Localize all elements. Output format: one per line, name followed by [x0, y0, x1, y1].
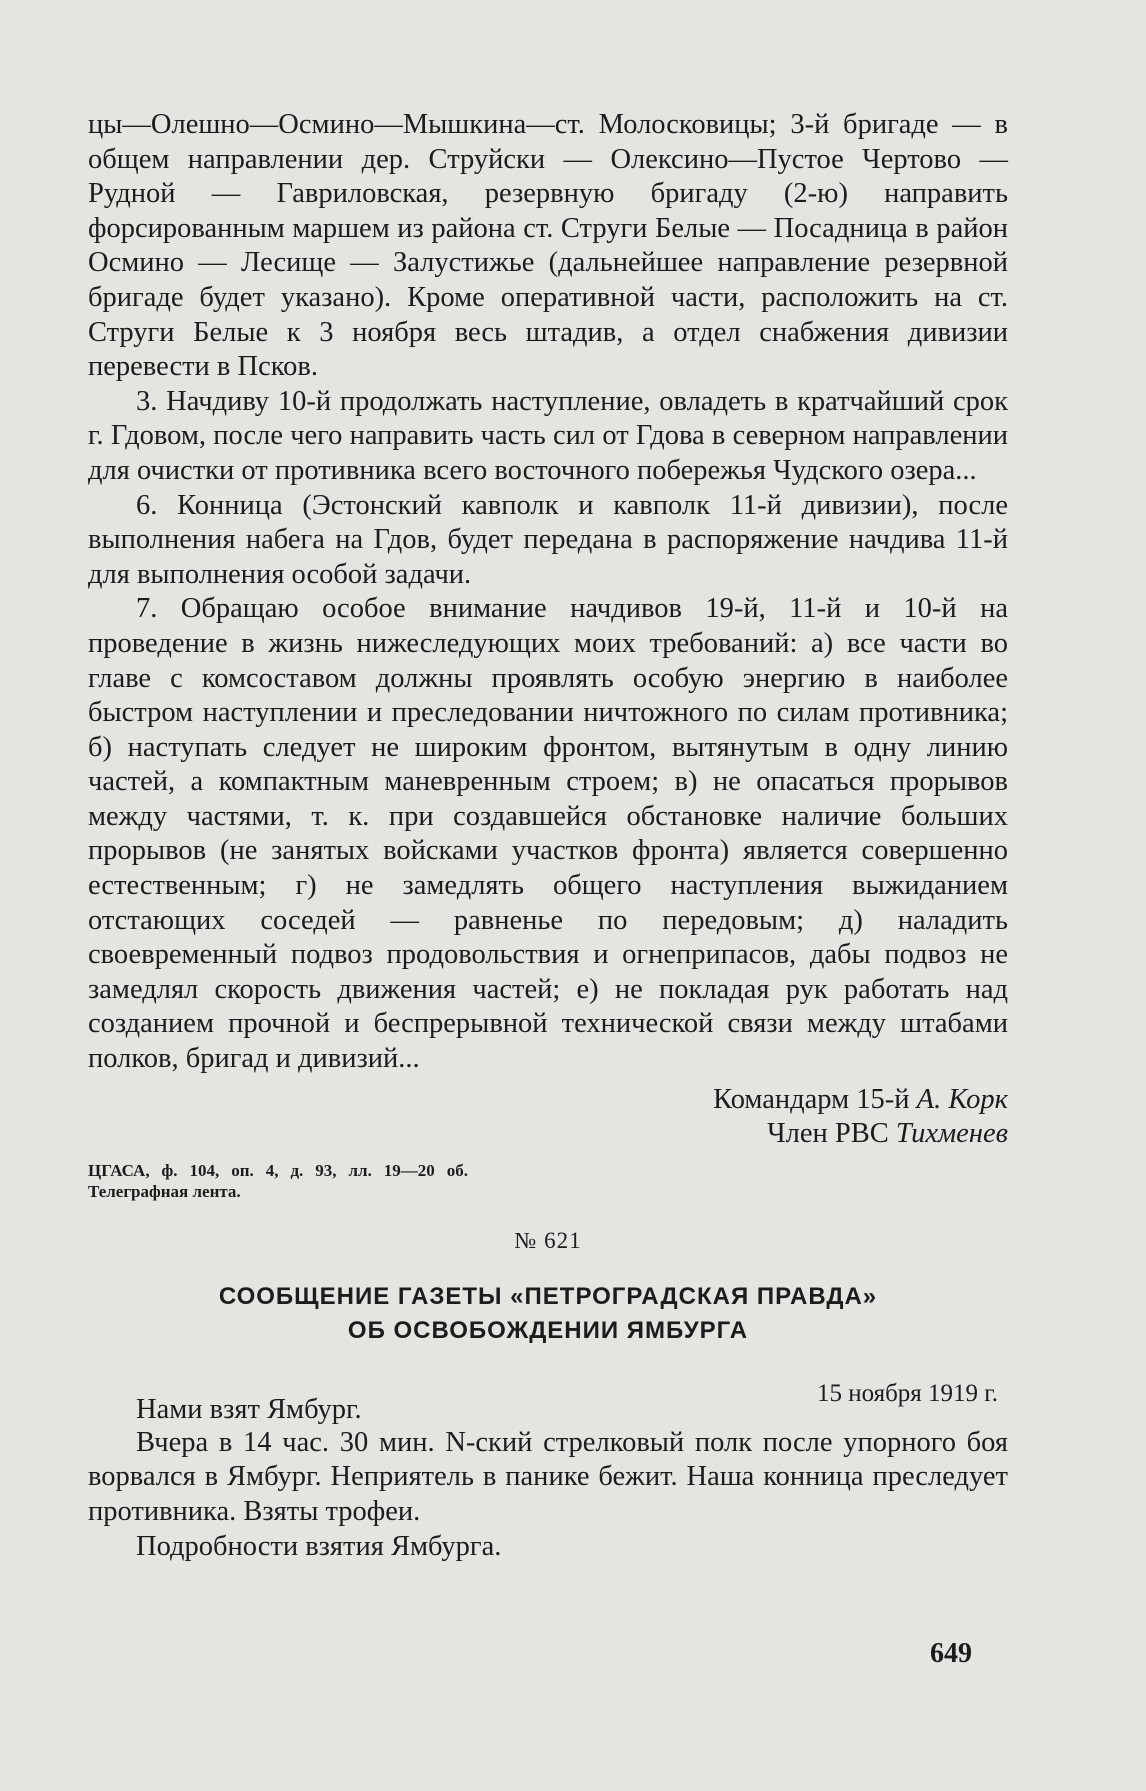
document-title	[88, 1280, 1008, 1348]
document-number: № 621	[514, 1227, 582, 1253]
lead-and-date-line	[88, 1379, 1008, 1425]
paragraph-item-6: 6. Конница (Эстонский кавполк и кавполк 11-й дивизии), после выполнения набега на Гдов, будет передана в распоряжение начдива 11-й для выполнения особой задачи.	[88, 489, 1008, 590]
signature-commander-name: А. Корк	[916, 1083, 1008, 1115]
document-date: 15 ноября 1919 г.	[816, 1379, 998, 1407]
page-number: 649	[930, 1638, 972, 1669]
signature-rvs-member	[88, 1117, 1008, 1152]
archive-reference: ЦГАСА, ф. 104, оп. 4, д. 93, лл. 19—20 об. Телеграфная лента.	[88, 1160, 468, 1201]
report-paragraph: Вчера в 14 час. 30 мин. N-ский стрелковый полк после упорного боя ворвался в Ямбург. Неприятель в панике бежит. Наша конница преследует противника. Взяты трофеи.	[88, 1426, 1008, 1527]
lead-sentence: Нами взят Ямбург.	[136, 1393, 362, 1425]
document-title-line-2: ОБ ОСВОБОЖДЕНИИ ЯМБУРГА	[347, 1316, 749, 1344]
report-closing: Подробности взятия Ямбурга.	[136, 1530, 502, 1562]
report-body	[88, 1426, 1008, 1564]
signature-commander	[88, 1083, 1008, 1118]
paragraph-brigade-directions: цы—Олешно—Осмино—Мышкина—ст. Молосковицы; 3-й бригаде — в общем направлении дер. Струйски — Олексино—Пустое Чертово — Рудной — Гавриловская, резервную бригаду (2-ю) направить форсированным маршем из района ст. Струги Белые — Посадница в район Осмино — Лесище — Залустижье (дальнейшее направление резервной бригаде будет указано). Кроме оперативной части, расположить на ст. Струги Белые к 3 ноября весь штадив, а отдел снабжения дивизии перевести в Псков.	[88, 109, 1008, 383]
document-title-line-1: СООБЩЕНИЕ ГАЗЕТЫ «ПЕТРОГРАДСКАЯ ПРАВДА»	[218, 1282, 878, 1310]
signature-block	[88, 1083, 1008, 1152]
text-column	[88, 108, 1008, 1564]
signature-rvs-name: Тихменев	[895, 1118, 1008, 1150]
paragraph-item-3: 3. Начдиву 10-й продолжать наступление, овладеть в кратчайший срок г. Гдовом, после чего направить часть сил от Гдова в северном направлении для очистки от противника всего восточного побережья Чудского озера...	[88, 385, 1008, 486]
signature-rvs-title: Член РВС	[767, 1118, 889, 1150]
paragraph-item-7: 7. Обращаю особое внимание начдивов 19-й, 11-й и 10-й на проведение в жизнь нижеследующих моих требований: а) все части во главе с комсоставом должны проявлять особую энергию в наиболее быстром наступлении и преследовании ничтожного по силам противника; б) наступать следует не широким фронтом, вытянутым в одну линию частей, а компактным маневренным строем; в) не опасаться прорывов между частями, т. к. при создавшейся обстановке наличие больших прорывов (не занятых войсками участков фронта) является совершенно естественным; г) не замедлять общего наступления выжиданием отстающих соседей — равненье по передовым; д) наладить своевременный подвоз продовольствия и огнеприпасов, дабы подвоз не замедлял скорость движения частей; е) не покладая рук работать над созданием прочной и беспрерывной технической связи между штабами полков, бригад и дивизий...	[88, 593, 1008, 1075]
signature-commander-title: Командарм 15-й	[713, 1083, 910, 1115]
order-continuation	[88, 108, 1008, 1077]
